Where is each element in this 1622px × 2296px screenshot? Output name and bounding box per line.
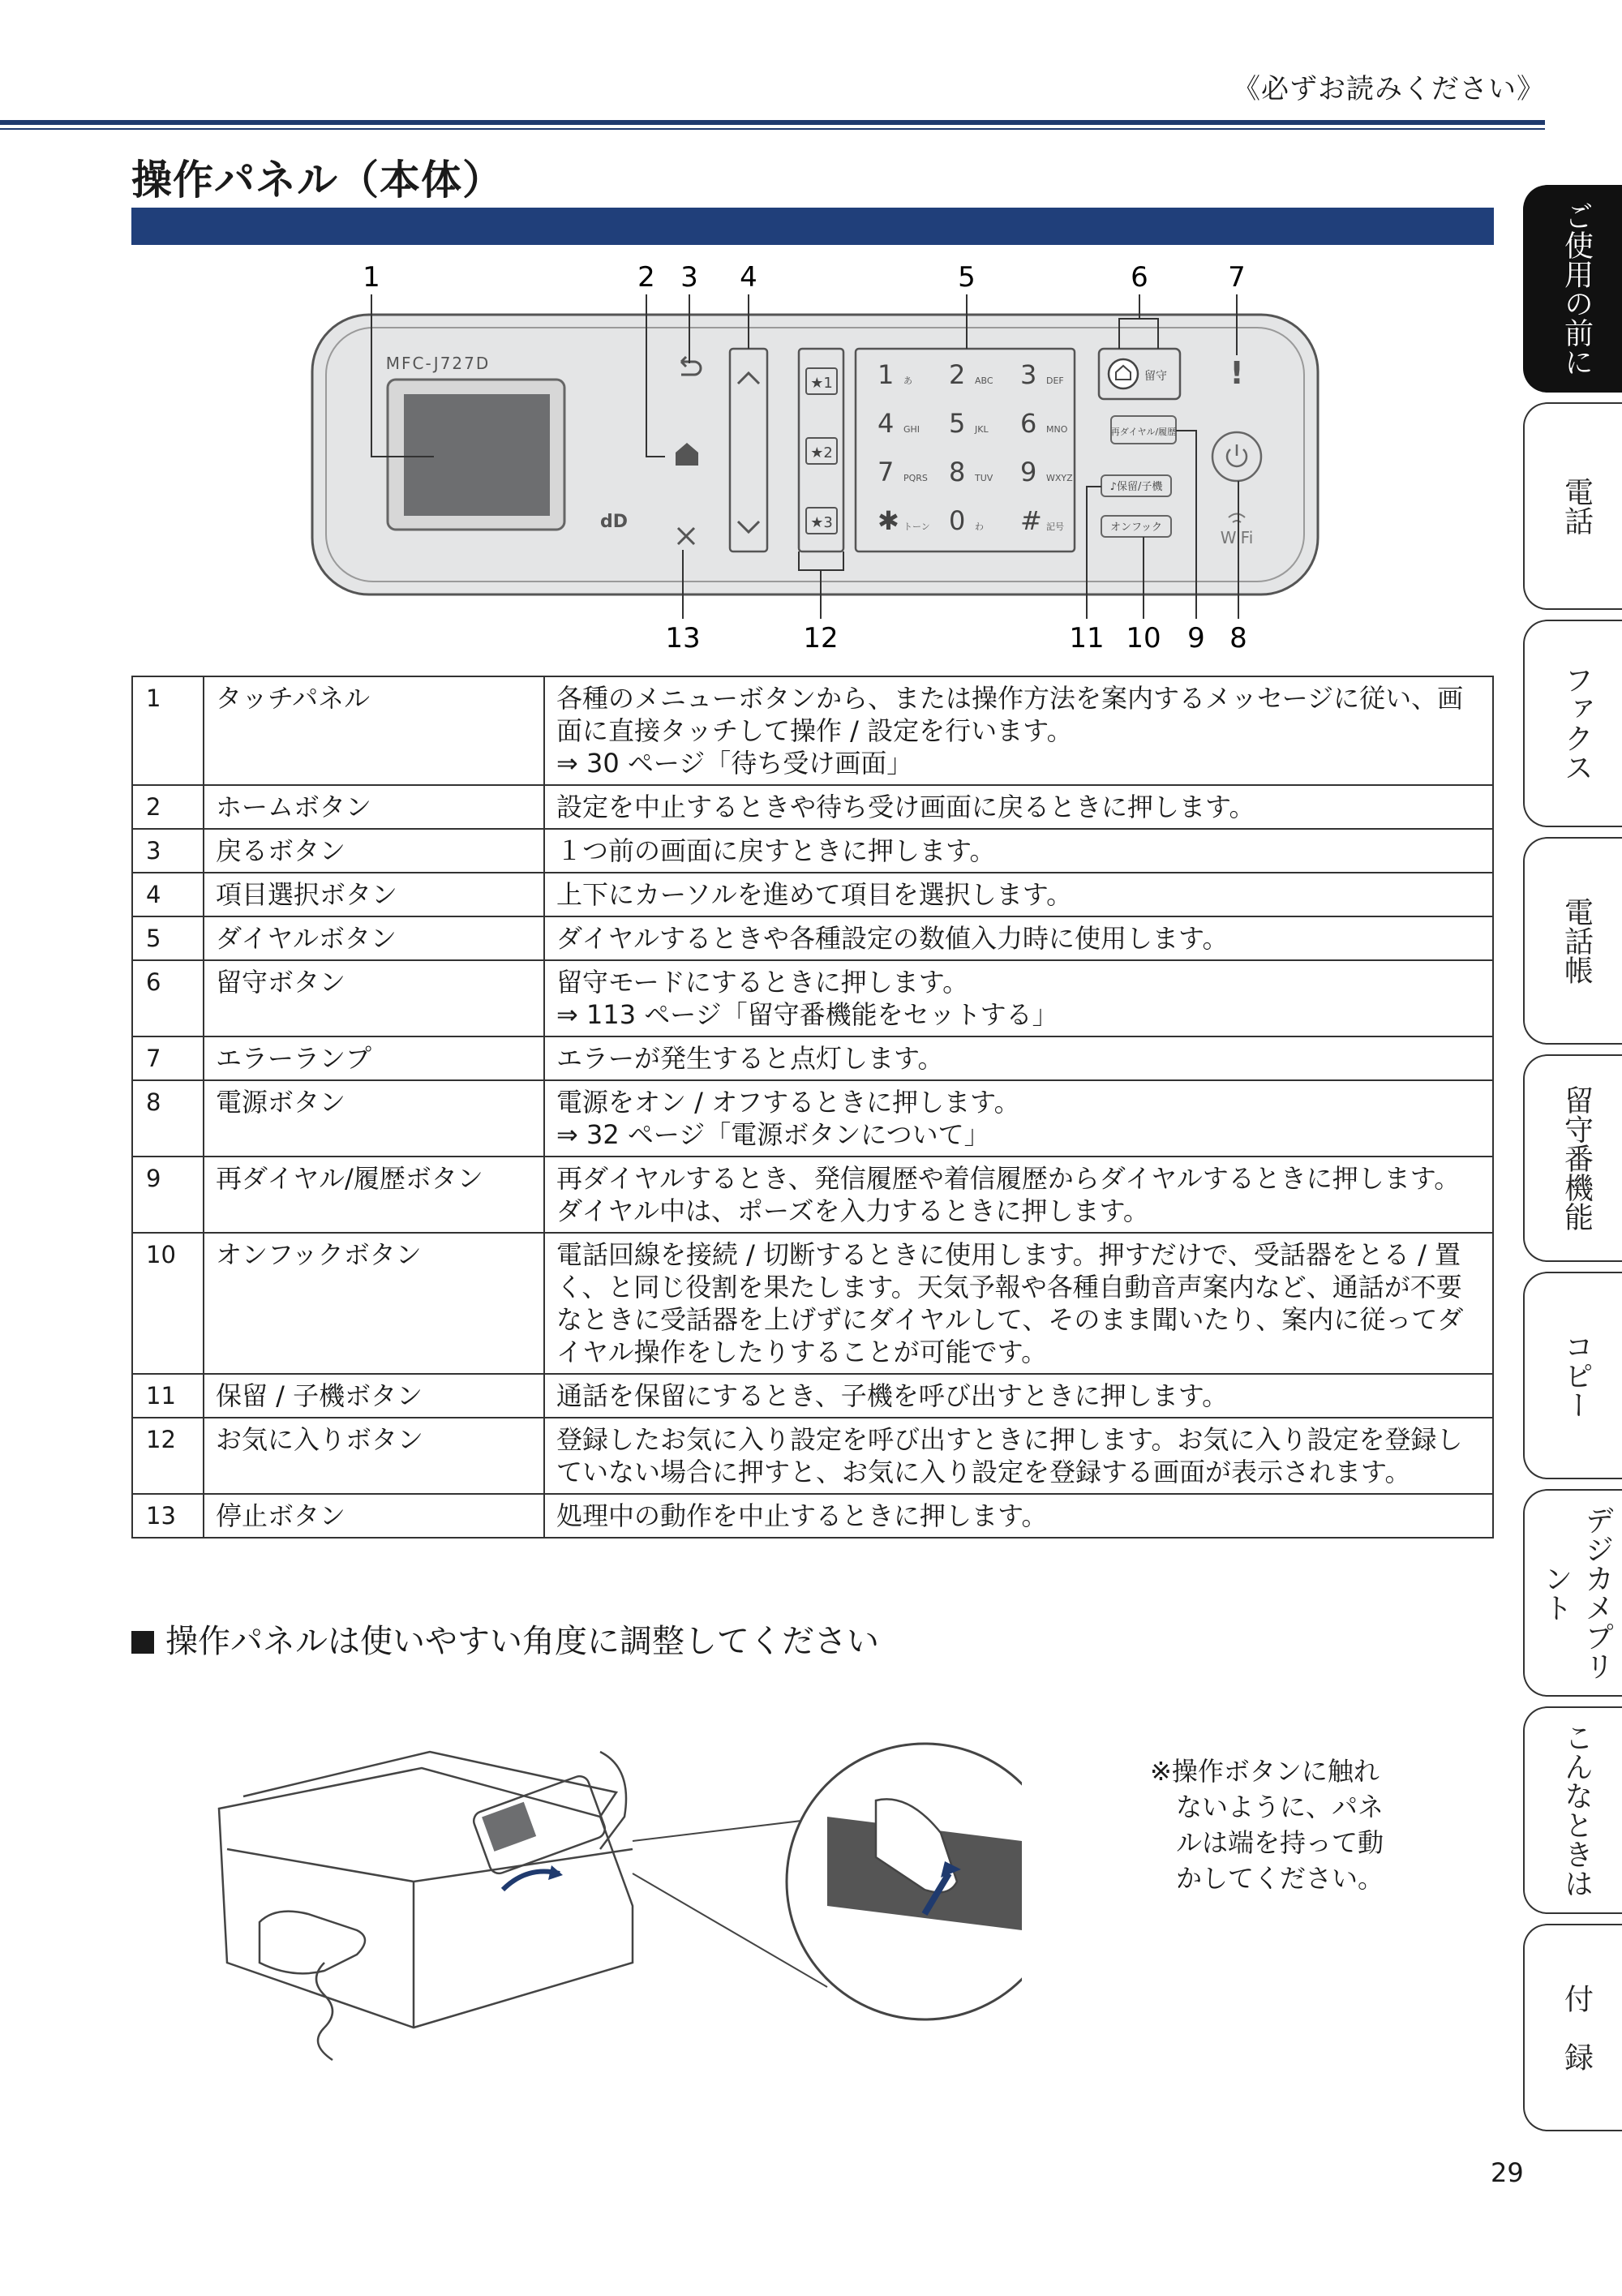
key-12: # xyxy=(1020,505,1042,536)
callout-5: 5 xyxy=(958,261,976,294)
side-tab-label: こんなときは xyxy=(1560,1723,1594,1898)
handset xyxy=(260,1912,365,1974)
table-row xyxy=(132,1374,1493,1418)
side-tab-5[interactable] xyxy=(1523,1054,1622,1262)
cell-num: 10 xyxy=(132,1233,204,1374)
handset-cord xyxy=(316,1963,333,2060)
table-row xyxy=(132,960,1493,1036)
cell-num: 7 xyxy=(132,1036,204,1080)
side-tab-2[interactable] xyxy=(1523,402,1622,610)
cell-name: 項目選択ボタン xyxy=(204,873,544,916)
side-tab-9[interactable] xyxy=(1523,1924,1622,2131)
cell-name: 電源ボタン xyxy=(204,1080,544,1157)
cell-name: ホームボタン xyxy=(204,785,544,829)
callout-13: 13 xyxy=(665,622,701,654)
title-bar xyxy=(131,208,1494,245)
key-sub-5: JKL xyxy=(975,424,989,435)
callout-12: 12 xyxy=(803,622,839,654)
side-tab-3[interactable] xyxy=(1523,620,1622,827)
cell-body: ダイヤルするときや各種設定の数値入力時に使用します。 xyxy=(544,916,1493,960)
side-tab-label: コピー xyxy=(1560,1332,1594,1419)
section-heading-text: 操作パネルは使いやすい角度に調整してください xyxy=(165,1623,879,1660)
section-heading xyxy=(131,1616,879,1662)
key-sub-8: TUV xyxy=(975,473,993,483)
key-sub-2: ABC xyxy=(975,376,993,386)
callout-3: 3 xyxy=(680,261,698,294)
header-rule xyxy=(0,120,1545,125)
control-panel-diagram xyxy=(300,258,1330,663)
cell-num: 12 xyxy=(132,1418,204,1494)
cell-num: 5 xyxy=(132,916,204,960)
side-tab-7[interactable] xyxy=(1523,1489,1622,1697)
callout-6: 6 xyxy=(1131,261,1148,294)
side-tab-label: 電話帳 xyxy=(1560,897,1594,985)
side-tab-label: 付 録 xyxy=(1560,1984,1594,2071)
callout-7: 7 xyxy=(1228,261,1246,294)
key-sub-12: 記号 xyxy=(1046,521,1064,532)
cell-body: １つ前の画面に戻すときに押します。 xyxy=(544,829,1493,873)
cell-num: 8 xyxy=(132,1080,204,1157)
table-row xyxy=(132,1418,1493,1494)
side-tab-1[interactable] xyxy=(1523,185,1622,393)
key-sub-6: MNO xyxy=(1046,424,1068,435)
callout-4: 4 xyxy=(740,261,757,294)
callout-1: 1 xyxy=(363,261,380,294)
cell-body: 各種のメニューボタンから、または操作方法を案内するメッセージに従い、画面に直接タッチして操作 / 設定を行います。 ⇒ 30 ページ「待ち受け画面」 xyxy=(544,676,1493,785)
table-row xyxy=(132,916,1493,960)
table-row xyxy=(132,873,1493,916)
cell-body: 通話を保留にするとき、子機を呼び出すときに押します。 xyxy=(544,1374,1493,1418)
favorite-2: ★2 xyxy=(810,444,833,461)
favorite-3: ★3 xyxy=(810,514,833,531)
table-row xyxy=(132,676,1493,785)
side-tab-6[interactable] xyxy=(1523,1272,1622,1479)
dd-logo: dD xyxy=(600,512,629,532)
model-name: MFC-J727D xyxy=(385,354,491,373)
favorite-1: ★1 xyxy=(810,375,833,392)
side-tab-8[interactable] xyxy=(1523,1706,1622,1914)
key-sub-3: DEF xyxy=(1046,376,1064,386)
item-select-buttons xyxy=(730,349,767,551)
cell-body: 登録したお気に入り設定を呼び出すときに押します。お気に入り設定を登録していない場合に押すと、お気に入り設定を登録する画面が表示されます。 xyxy=(544,1418,1493,1494)
key-11: 0 xyxy=(949,505,966,536)
side-tab-label: デジカメプリント xyxy=(1539,1505,1614,1680)
cell-name: オンフックボタン xyxy=(204,1233,544,1374)
cell-body: 留守モードにするときに押します。 ⇒ 113 ページ「留守番機能をセットする」 xyxy=(544,960,1493,1036)
cell-name: 保留 / 子機ボタン xyxy=(204,1374,544,1418)
key-sub-9: WXYZ xyxy=(1046,473,1073,483)
key-8: 8 xyxy=(949,457,966,487)
side-tab-label: 留守番機能 xyxy=(1560,1085,1594,1231)
caution-note: ※操作ボタンに触れ ないように、パネ ルは端を持って動 かしてください。 xyxy=(1150,1756,1384,1894)
key-9: 9 xyxy=(1020,457,1037,487)
cell-body: エラーが発生すると点灯します。 xyxy=(544,1036,1493,1080)
answer-label: 留守 xyxy=(1144,370,1167,383)
callout-2: 2 xyxy=(637,261,655,294)
key-2: 2 xyxy=(949,359,966,390)
cell-name: 停止ボタン xyxy=(204,1494,544,1538)
cell-num: 3 xyxy=(132,829,204,873)
key-4: 4 xyxy=(878,408,895,439)
callout-11: 11 xyxy=(1069,622,1105,654)
key-sub-7: PQRS xyxy=(903,473,928,483)
redial-label: 再ダイヤル/履歴 xyxy=(1110,427,1177,437)
cell-name: ダイヤルボタン xyxy=(204,916,544,960)
key-6: 6 xyxy=(1020,408,1037,439)
square-bullet-icon xyxy=(131,1631,154,1654)
cell-body: 再ダイヤルするとき、発信履歴や着信履歴からダイヤルするときに押します。ダイヤル中は、ポーズを入力するときに押します。 xyxy=(544,1157,1493,1233)
table-row xyxy=(132,1036,1493,1080)
cell-num: 4 xyxy=(132,873,204,916)
cell-num: 11 xyxy=(132,1374,204,1418)
key-sub-10: トーン xyxy=(903,521,930,532)
panel-angle-illustration xyxy=(211,1719,1022,2101)
cell-num: 2 xyxy=(132,785,204,829)
page-number: 29 xyxy=(1491,2157,1524,2188)
callout-8: 8 xyxy=(1229,622,1247,654)
key-10: ✱ xyxy=(878,505,899,536)
cell-body: 電源をオン / オフするときに押します。 ⇒ 32 ページ「電源ボタンについて」 xyxy=(544,1080,1493,1157)
callout-10: 10 xyxy=(1126,622,1161,654)
table-row xyxy=(132,1080,1493,1157)
hook-label: オンフック xyxy=(1109,521,1163,534)
side-tab-label: 電話 xyxy=(1560,477,1594,535)
cell-body: 電話回線を接続 / 切断するときに使用します。押すだけで、受話器をとる / 置く、と同じ役割を果たします。天気予報や各種自動音声案内など、通話が不要なときに受話器を上げずにダイヤルして、そのまま聞いたり、案内に従ってダイヤル操作をしたりすることが可能です。 xyxy=(544,1233,1493,1374)
wifi-label: WiFi xyxy=(1220,528,1254,547)
table-row xyxy=(132,1494,1493,1538)
cell-body: 設定を中止するときや待ち受け画面に戻るときに押します。 xyxy=(544,785,1493,829)
table-row xyxy=(132,829,1493,873)
button-description-table xyxy=(131,676,1494,1539)
cell-name: 再ダイヤル/履歴ボタン xyxy=(204,1157,544,1233)
side-tab-label: ファクス xyxy=(1560,665,1594,782)
side-tab-4[interactable] xyxy=(1523,837,1622,1045)
page-title: 操作パネル（本体） xyxy=(131,157,504,204)
error-lamp: ! xyxy=(1229,355,1244,391)
cell-num: 1 xyxy=(132,676,204,785)
side-tab-label: ご使用の前に xyxy=(1560,201,1594,376)
cell-name: タッチパネル xyxy=(204,676,544,785)
cell-body: 上下にカーソルを進めて項目を選択します。 xyxy=(544,873,1493,916)
cell-name: お気に入りボタン xyxy=(204,1418,544,1494)
cell-name: エラーランプ xyxy=(204,1036,544,1080)
table-row xyxy=(132,785,1493,829)
key-sub-4: GHI xyxy=(903,424,920,435)
cell-num: 13 xyxy=(132,1494,204,1538)
key-sub-1: あ xyxy=(903,376,912,386)
key-3: 3 xyxy=(1020,359,1037,390)
cell-num: 6 xyxy=(132,960,204,1036)
callout-9: 9 xyxy=(1187,622,1205,654)
cell-name: 留守ボタン xyxy=(204,960,544,1036)
header-rule-thin xyxy=(0,128,1545,130)
table-row xyxy=(132,1157,1493,1233)
table-row xyxy=(132,1233,1493,1374)
key-1: 1 xyxy=(878,359,895,390)
key-5: 5 xyxy=(949,408,966,439)
cell-name: 戻るボタン xyxy=(204,829,544,873)
key-sub-11: わ xyxy=(975,521,984,532)
power-button xyxy=(1212,432,1261,481)
key-7: 7 xyxy=(878,457,895,487)
cell-body: 処理中の動作を中止するときに押します。 xyxy=(544,1494,1493,1538)
cell-num: 9 xyxy=(132,1157,204,1233)
printer-body xyxy=(219,1768,633,2028)
running-head: 《必ずお読みください》 xyxy=(1233,73,1545,105)
hold-label: ♪保留/子機 xyxy=(1109,481,1163,493)
